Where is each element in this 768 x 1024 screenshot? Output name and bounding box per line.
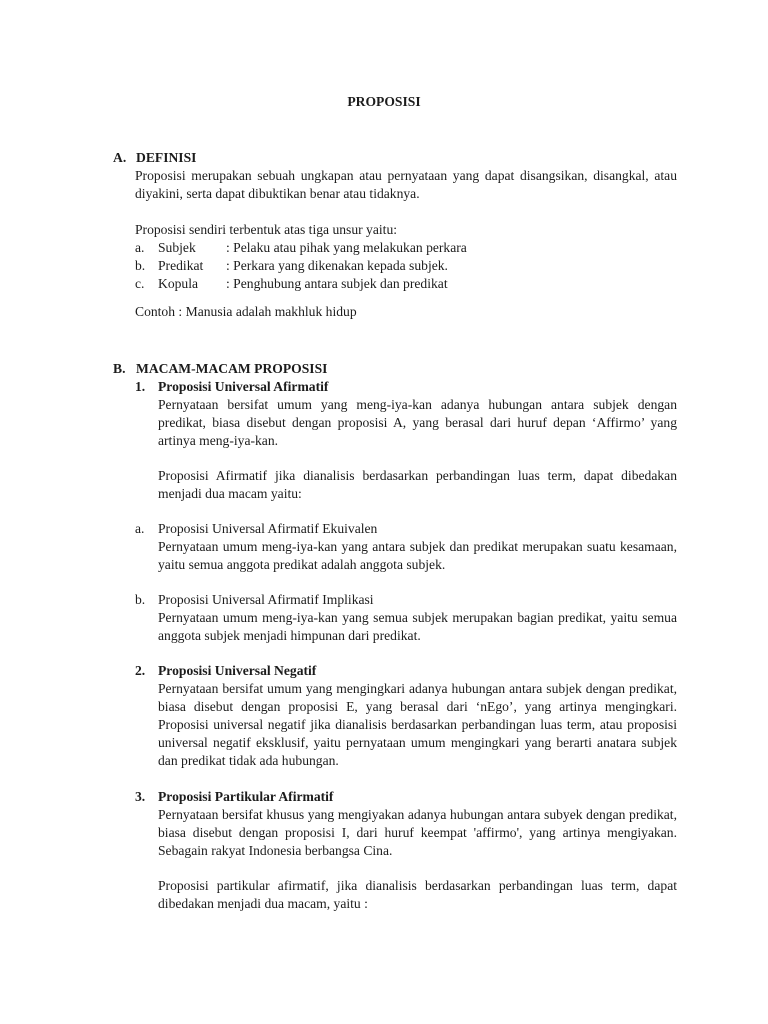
- section-a-heading: [113, 149, 196, 167]
- subitem-a-text: Pernyataan umum meng-iya-kan yang antara subjek dan predikat merupakan suatu kesamaan, yaitu semua anggota predikat adalah anggota subjek.: [158, 539, 677, 572]
- element-term: Subjek: [158, 240, 196, 255]
- element-term: Kopula: [158, 276, 199, 291]
- subitem-b-heading: [135, 591, 374, 609]
- page-title: PROPOSISI: [347, 94, 421, 109]
- element-term: Predikat: [158, 258, 204, 273]
- subsection-2-heading: [135, 662, 316, 680]
- subitem-a-heading: [135, 520, 377, 538]
- subitem-marker: a.: [135, 521, 145, 536]
- example-line: Contoh : Manusia adalah makhluk hidup: [135, 304, 357, 319]
- element-item-predikat: [135, 257, 448, 275]
- element-marker: a.: [135, 240, 145, 255]
- subsection-marker: 3.: [135, 789, 146, 804]
- subsection-1-heading: [135, 378, 328, 396]
- element-desc: : Perkara yang dikenakan kepada subjek.: [226, 258, 448, 273]
- element-marker: c.: [135, 276, 145, 291]
- subitem-title: Proposisi Universal Afirmatif Implikasi: [158, 592, 374, 607]
- elements-intro: Proposisi sendiri terbentuk atas tiga unsur yaitu:: [135, 222, 398, 237]
- subsection-1-paragraph: Pernyataan bersifat umum yang meng-iya-kan adanya hubungan antara subjek dengan predikat, biasa disebut dengan proposisi A, yang berasal dari huruf depan ‘Affirmo’ yang artinya meng-iya-kan.: [158, 397, 677, 448]
- subitem-marker: b.: [135, 592, 146, 607]
- subsection-1-paragraph-2: Proposisi Afirmatif jika dianalisis berdasarkan perbandingan luas term, dapat dibedakan menjadi dua macam yaitu:: [158, 468, 677, 501]
- subsection-marker: 1.: [135, 379, 146, 394]
- subitem-title: Proposisi Universal Afirmatif Ekuivalen: [158, 521, 378, 536]
- subsection-3-heading: [135, 788, 333, 806]
- subsection-2-paragraph: Pernyataan bersifat umum yang mengingkari adanya hubungan antara subjek dengan predikat, biasa disebut dengan proposisi E, yang berasal dari ‘nEgo’, yang artinya mengingkari. Proposisi universal negatif jika dianalisis berdasarkan perbandingan luas term, atau proposisi universal negatif eksklusif, yaitu pernyataan umum mengingkari yang berarti anatara subjek dan predikat tidak ada hubungan.: [158, 681, 677, 768]
- section-b-title: MACAM-MACAM PROPOSISI: [136, 361, 328, 376]
- subsection-title: Proposisi Partikular Afirmatif: [158, 789, 334, 804]
- section-a-marker: A.: [113, 150, 127, 165]
- section-a-title: DEFINISI: [136, 150, 197, 165]
- subsection-title: Proposisi Universal Negatif: [158, 663, 317, 678]
- subsection-3-paragraph: Pernyataan bersifat khusus yang mengiyakan adanya hubungan antara subyek dengan predikat, biasa disebut dengan proposisi I, dari huruf keempat 'affirmo', yang artinya mengiyakan. Sebagain rakyat Indonesia berbangsa Cina.: [158, 807, 677, 858]
- element-item-subjek: [135, 239, 467, 257]
- element-desc: : Pelaku atau pihak yang melakukan perkara: [226, 240, 467, 255]
- subitem-b-text: Pernyataan umum meng-iya-kan yang semua subjek merupakan bagian predikat, yaitu semua anggota subjek menjadi himpunan dari predikat.: [158, 610, 677, 643]
- subsection-3-paragraph-2: Proposisi partikular afirmatif, jika dianalisis berdasarkan perbandingan luas term, dapat dibedakan menjadi dua macam, yaitu :: [158, 878, 677, 911]
- section-b-heading: [113, 360, 327, 378]
- subsection-marker: 2.: [135, 663, 146, 678]
- element-desc: : Penghubung antara subjek dan predikat: [226, 276, 448, 291]
- subsection-title: Proposisi Universal Afirmatif: [158, 379, 329, 394]
- definition-paragraph: Proposisi merupakan sebuah ungkapan atau pernyataan yang dapat disangsikan, disangkal, atau diyakini, serta dapat dibuktikan benar atau tidaknya.: [135, 168, 677, 201]
- section-b-marker: B.: [113, 361, 126, 376]
- element-marker: b.: [135, 258, 146, 273]
- element-item-kopula: [135, 275, 448, 293]
